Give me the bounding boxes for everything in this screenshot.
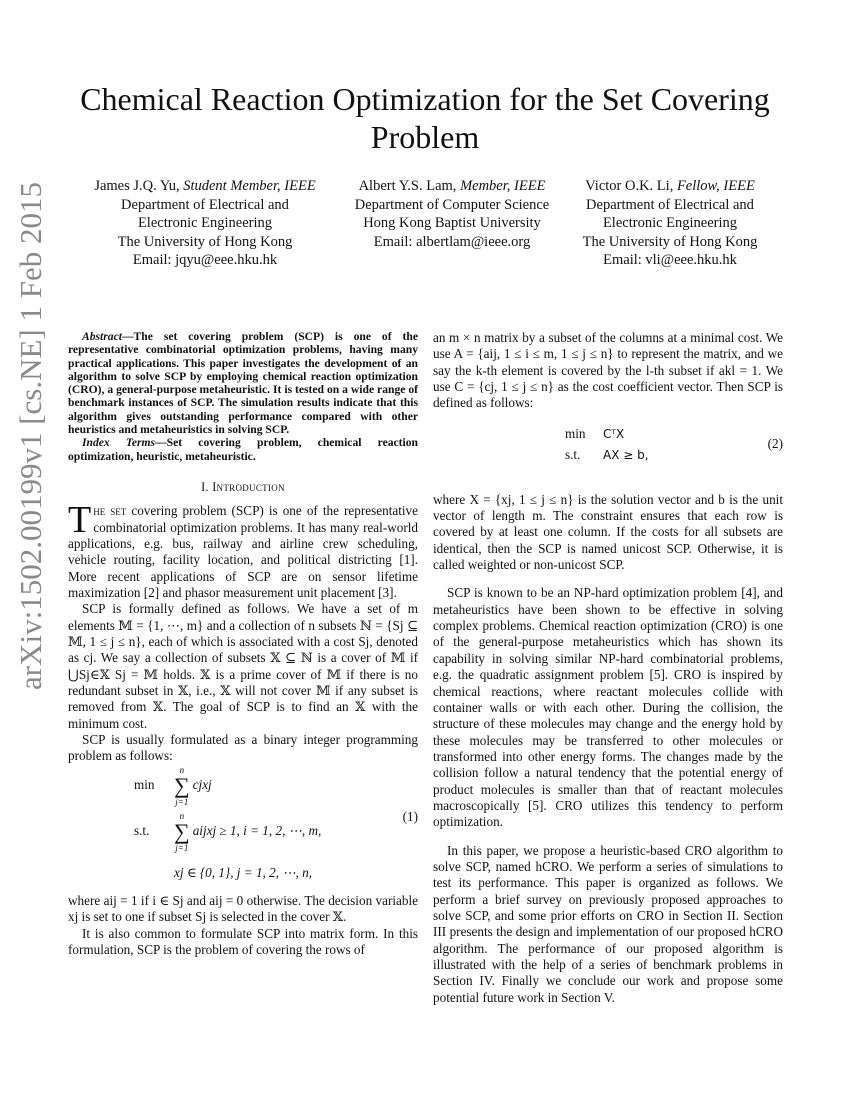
eq-min: min [565, 425, 586, 441]
eq-st: s.t. [134, 822, 150, 838]
eq-constraint: AX ≥ b, [603, 447, 649, 462]
affiliation-line: Department of Electrical and [586, 196, 754, 213]
intro-paragraph-1 [68, 499, 418, 601]
abstract-label: Abstract [82, 330, 122, 343]
summation-icon: n ∑ j=1 [174, 810, 190, 853]
eq-constraint-1: aijxj ≥ 1, i = 1, 2, ⋯, m, [192, 822, 322, 838]
index-terms-text: —Set covering problem, chemical reaction optimization, heuristic, metaheuristic. [68, 436, 418, 463]
author-role: Fellow, IEEE [676, 178, 755, 194]
intro-paragraph-5: It is also common to formulate SCP into matrix form. In this formulation, SCP is the problem of covering the rows of [68, 925, 418, 957]
author-name: James J.Q. Yu, [94, 178, 180, 194]
drop-cap: T [68, 499, 92, 542]
summation-icon: n ∑ j=1 [174, 764, 190, 807]
author-email: Email: jqyu@eee.hku.hk [132, 252, 278, 268]
eq-min: min [134, 776, 155, 792]
paper-title: Chemical Reaction Optimization for the Set Covering Problem [80, 81, 770, 155]
paragraph-text: covering problem (SCP) is one of the representative combinatorial optimization problems. It has many real-world applications, e.g. bus, railway and airline crew scheduling, vehicle routing, facility location, and political districting [1]. More recent applications of SCP are on sensor lifetime maximization [2] and phasor measurement unit placement [3]. [68, 503, 418, 601]
author-block [336, 177, 568, 251]
affiliation-line: Electronic Engineering [602, 215, 738, 231]
author-name: Albert Y.S. Lam, [358, 178, 457, 194]
author-block [72, 177, 338, 270]
section-heading: I. Introduction [201, 479, 285, 494]
author-role: Member, IEEE [460, 178, 546, 194]
affiliation-line: Department of Computer Science [354, 196, 550, 213]
affiliation-line: Electronic Engineering [137, 215, 273, 231]
author-email: Email: albertlam@ieee.org [373, 233, 531, 250]
author-name: Victor O.K. Li, [585, 178, 674, 194]
intro-paragraph-2: SCP is formally defined as follows. We have a set of m elements 𝕄 = {1, ⋯, m} and a collection of n subsets ℕ = {Sj ⊆ 𝕄, 1 ≤ j ≤ n}, each of which is associated with a cost Sj, denoted as cj. We say a collection of subsets 𝕏 ⊆ ℕ is a cover of 𝕄 if ⋃Sj∈𝕏 Sj = 𝕄 holds. 𝕏 is a prime cover of 𝕄 if there is no redundant subset in 𝕏, i.e., 𝕏 will not cover 𝕄 if any subset is removed from 𝕏. The goal of SCP is to find an 𝕏 with the minimum cost. [68, 601, 418, 731]
equation-number: (1) [402, 808, 418, 824]
abstract-text: —The set covering problem (SCP) is one of the representative combinatorial optimization problems, having many practical applications. This paper investigates the development of an algorithm to solve SCP by employing chemical reaction optimization (CRO), a general-purpose metaheuristic. It is tested on a wide range of benchmark instances of SCP. The simulation results indicate that this algorithm gives outstanding performance compared with other heuristics and metaheuristics in solving SCP. [68, 330, 418, 437]
right-paragraph-3: SCP is known to be an NP-hard optimization problem [4], and metaheuristics have been shown to be effective in solving complex problems. Chemical reaction optimization (CRO) is one of the general-purpose metaheuristics which has shown its capability in solving similar NP-hard combinatorial problems, e.g. the quadratic assignment problem [5]. CRO is inspired by chemical reactions, where reactant molecules collide with container walls or with each other. During the collision, the structure of these molecules may change and the energy hold by these molecules may be transferred to other molecules or transformed into other energy forms. The changes made by the collision follow a natural tendency that the potential energy of product molecules is smaller than that of reactant molecules macroscopically [5]. CRO utilizes this tendency to perform optimization. [433, 585, 783, 830]
left-column [68, 330, 418, 958]
small-caps-lead: he set [93, 503, 127, 519]
author-role: Student Member, IEEE [183, 178, 316, 194]
affiliation-line: Hong Kong Baptist University [363, 215, 541, 231]
eq-objective: cjxj [192, 776, 212, 792]
right-paragraph-2: where X = {xj, 1 ≤ j ≤ n} is the solution vector and b is the unit vector of length m. The constraint ensures that each row is covered by at least one column. If the costs for all subsets are identical, then the SCP is named unicost SCP. Otherwise, it is called weighted or non-unicost SCP. [433, 491, 783, 573]
abstract [68, 330, 418, 436]
arxiv-stamp: arXiv:1502.00199v1 [cs.NE] 1 Feb 2015 [13, 182, 48, 690]
equation-2 [433, 420, 783, 484]
index-terms [68, 436, 418, 463]
eq-objective: CᵀX [603, 426, 625, 441]
eq-constraint-2: xj ∈ {0, 1}, j = 1, 2, ⋯, n, [174, 864, 312, 880]
author-block [562, 177, 778, 270]
affiliation-line: The University of Hong Kong [117, 233, 293, 250]
affiliation-line: Department of Electrical and [121, 196, 289, 213]
intro-paragraph-4: where aij = 1 if i ∈ Sj and aij = 0 otherwise. The decision variable xj is set to one if subset Sj is selected in the cover 𝕏. [68, 892, 418, 925]
eq-st: s.t. [565, 446, 581, 462]
right-paragraph-4: In this paper, we propose a heuristic-based CRO algorithm to solve SCP, named hCRO. We perform a series of simulations to test its performance. This paper is organized as follows. We perform a brief survey on previously proposed approaches to solve SCP, and some prior efforts on CRO in Section II. Section III presents the design and implementation of our proposed hCRO algorithm. The performance of our proposed algorithm is illustrated with the help of a series of benchmark problems in Section IV. Finally we conclude our work and propose some potential future work in Section V. [433, 842, 783, 1005]
equation-number: (2) [767, 435, 783, 451]
intro-paragraph-3: SCP is usually formulated as a binary integer programming problem as follows: [68, 732, 418, 764]
right-paragraph-1: an m × n matrix by a subset of the columns at a minimal cost. We use A = {aij, 1 ≤ i ≤ m, 1 ≤ j ≤ n} to represent the matrix, and we say the k-th element is covered by the l-th subset if akl = 1. We use C = {cj, 1 ≤ j ≤ n} as the cost coefficient vector. Then SCP is defined as follows: [433, 330, 783, 411]
right-column [433, 330, 783, 1006]
author-email: Email: vli@eee.hku.hk [603, 252, 737, 268]
equation-1 [68, 764, 418, 885]
index-terms-label: Index Terms [82, 436, 156, 450]
affiliation-line: The University of Hong Kong [582, 233, 758, 250]
